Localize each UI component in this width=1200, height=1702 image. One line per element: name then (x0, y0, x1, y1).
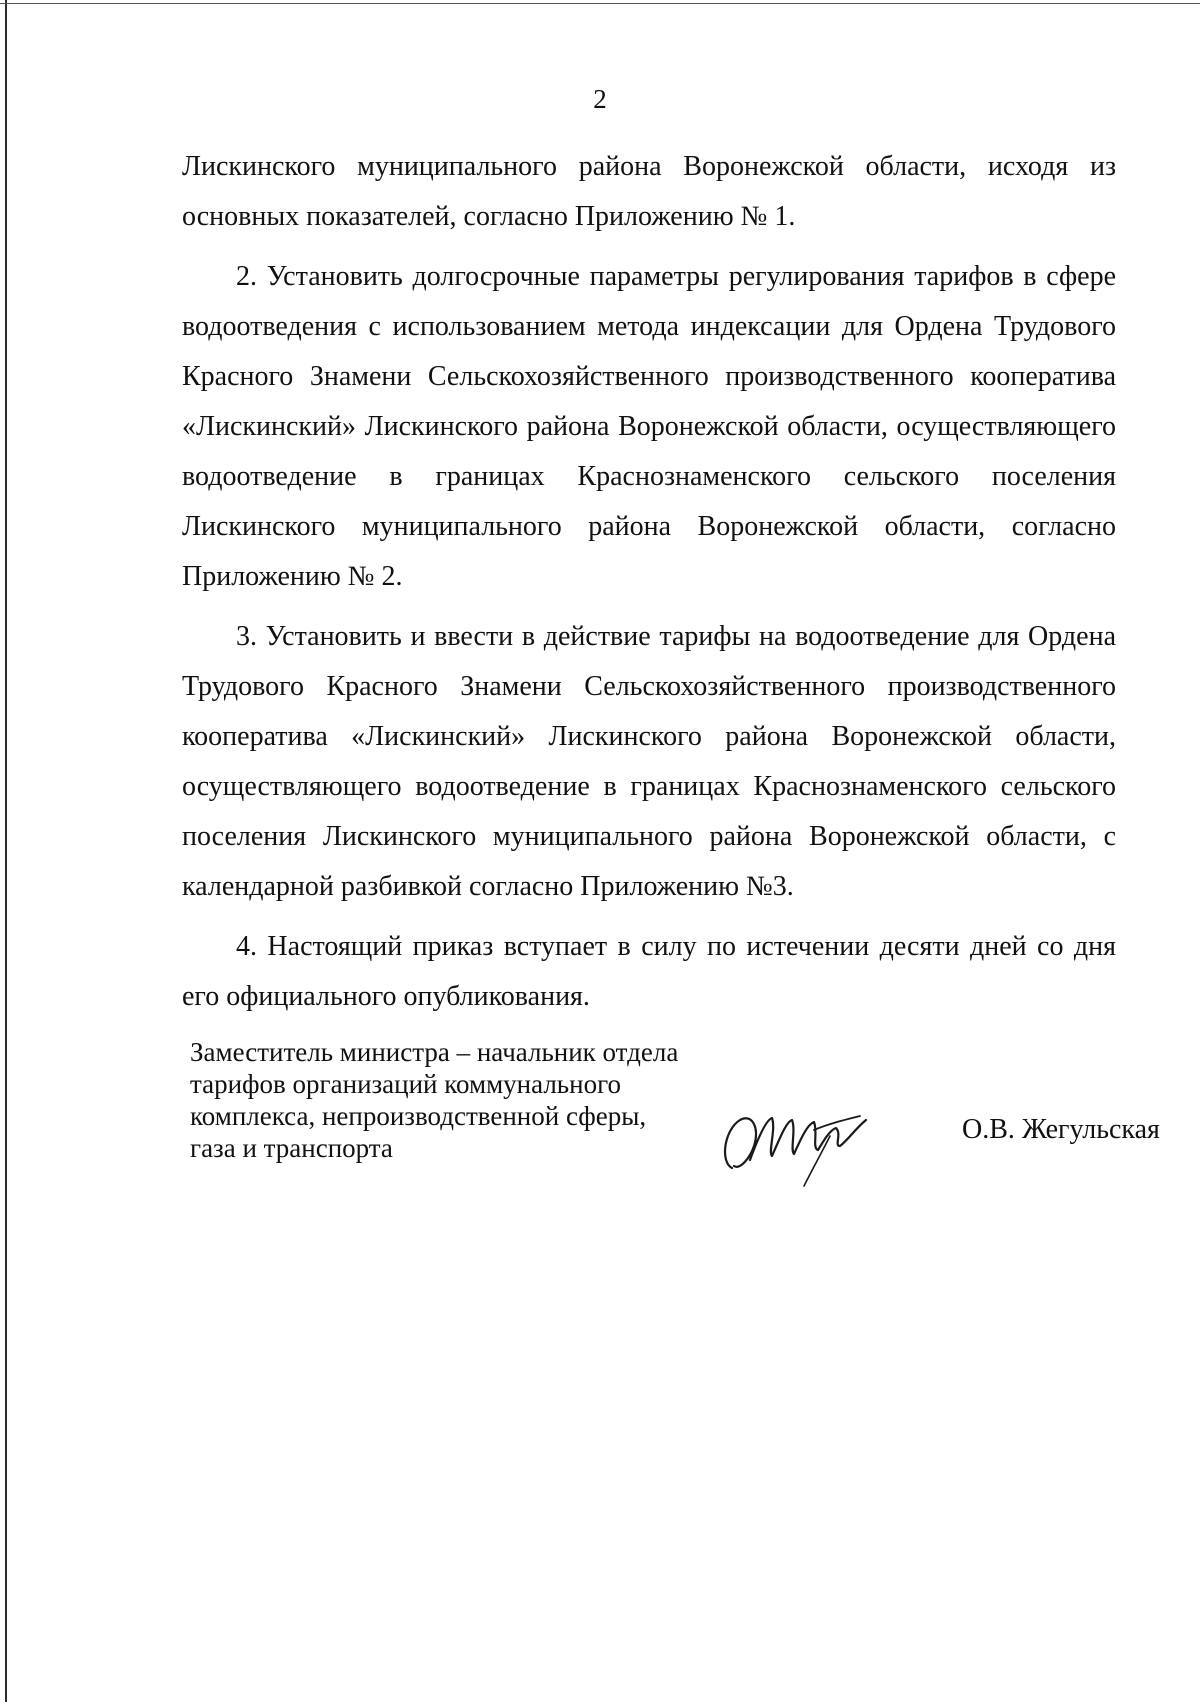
scan-edge-left (5, 0, 7, 1702)
signer-position-line: тарифов организаций коммунального (190, 1069, 621, 1099)
paragraph-item-3: 3. Установить и ввести в действие тарифы на водоотведение для Ордена Трудового Красного Знамени Сельскохозяйственного производственного кооператива «Лискинский» Лискинского района Воронежской области, осуществляющего водоотведение в границах Краснознаменского сельского поселения Лискинского муниципального района Воронежской области, с календарной разбивкой согласно Приложению №3. (182, 621, 1116, 902)
signature-block (190, 1036, 1160, 1176)
page-number: 2 (593, 84, 607, 114)
paragraph-item-2: 2. Установить долгосрочные параметры регулирования тарифов в сфере водоотведения с использованием метода индексации для Ордена Трудового Красного Знамени Сельскохозяйственного производственного кооператива «Лискинский» Лискинского района Воронежской области, осуществляющего водоотведение в границах Краснознаменского сельского поселения Лискинского муниципального района Воронежской области, согласно Приложению № 2. (182, 261, 1116, 592)
signer-position-line: комплекса, непроизводственной сферы, (190, 1101, 647, 1131)
signer-position-line: Заместитель министра – начальник отдела (190, 1037, 679, 1067)
paragraph-item-4: 4. Настоящий приказ вступает в силу по истечении десяти дней со дня его официального опубликования. (182, 931, 1116, 1012)
signer-position (190, 1036, 710, 1164)
scan-edge-top (0, 3, 1200, 4)
document-body (182, 142, 1116, 1032)
handwritten-signature (710, 1090, 880, 1190)
paragraph-continuation: Лискинского муниципального района Воронежской области, исходя из основных показателей, согласно Приложению № 1. (182, 151, 1116, 232)
signer-position-line: газа и транспорта (190, 1133, 393, 1163)
signer-name: О.В. Жегульская (962, 1114, 1160, 1145)
